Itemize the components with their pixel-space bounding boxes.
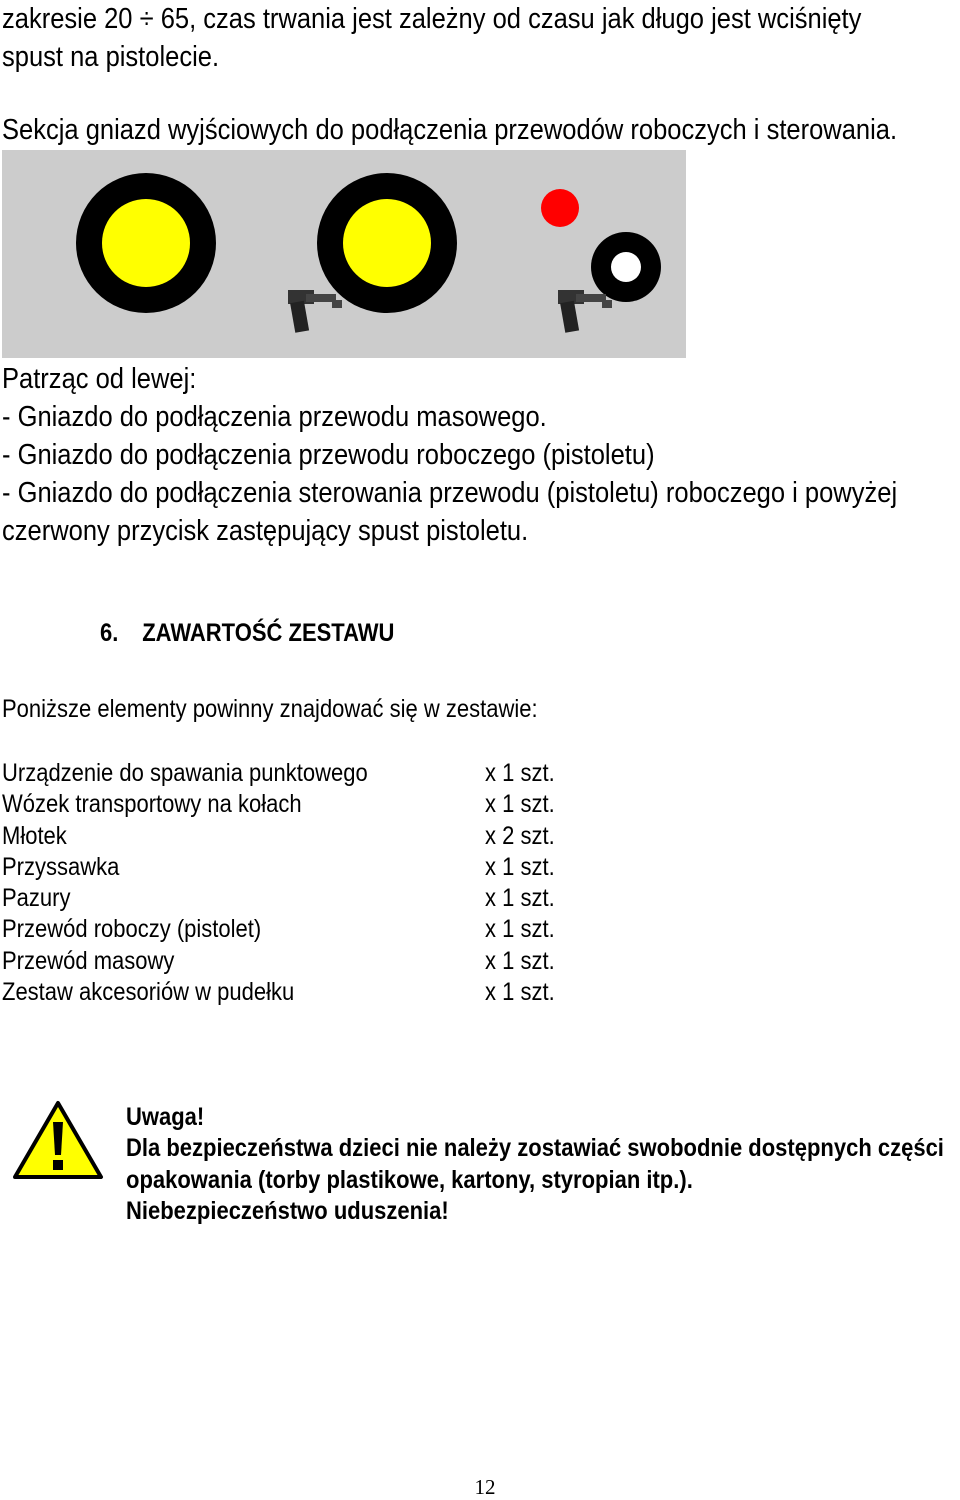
warning-line: Dla bezpieczeństwa dzieci nie należy zostawiać swobodnie dostępnych części xyxy=(126,1134,944,1163)
intro-paragraph xyxy=(2,0,861,76)
item-quantity: x 1 szt. xyxy=(485,790,555,819)
item-name: Urządzenie do spawania punktowego xyxy=(2,759,368,787)
text-line: - Gniazdo do podłączenia przewodu masowego. xyxy=(2,401,547,433)
sockets-heading: Sekcja gniazd wyjściowych do podłączenia przewodów roboczych i sterowania. xyxy=(2,114,898,146)
item-quantity: x 1 szt. xyxy=(485,946,555,975)
list-item xyxy=(2,758,702,789)
socket-panel-image xyxy=(2,150,686,358)
socket-panel-illustration xyxy=(2,150,686,358)
work-socket-core xyxy=(343,199,431,287)
list-item xyxy=(2,946,702,977)
section-heading xyxy=(100,618,394,648)
warning-title: Uwaga! xyxy=(126,1103,205,1131)
list-item xyxy=(2,914,702,945)
warning-triangle-icon xyxy=(12,1100,104,1185)
contents-list xyxy=(2,758,702,1008)
section-title: ZAWARTOŚĆ ZESTAWU xyxy=(142,619,395,647)
text-line: - Gniazdo do podłączenia przewodu roboczego (pistoletu) xyxy=(2,439,655,471)
item-quantity: x 1 szt. xyxy=(485,759,555,787)
item-name: Młotek xyxy=(2,821,67,850)
text-line: zakresie 20 ÷ 65, czas trwania jest zależny od czasu jak długo jest wciśnięty xyxy=(2,3,862,35)
item-name: Zestaw akcesoriów w pudełku xyxy=(2,978,295,1007)
item-name: Przewód roboczy (pistolet) xyxy=(2,915,262,944)
socket-description xyxy=(2,360,897,550)
control-socket-core xyxy=(611,252,641,282)
warning-line: Niebezpieczeństwo uduszenia! xyxy=(126,1196,449,1225)
section-number: 6. xyxy=(100,619,119,647)
text-line: czerwony przycisk zastępujący spust pistoletu. xyxy=(2,515,529,547)
item-name: Wózek transportowy na kołach xyxy=(2,790,302,819)
warning-line: opakowania (torby plastikowe, kartony, styropian itp.). xyxy=(126,1165,693,1194)
list-item xyxy=(2,821,702,852)
item-quantity: x 1 szt. xyxy=(485,852,555,881)
item-name: Pazury xyxy=(2,884,71,913)
list-item xyxy=(2,789,702,820)
text-line: spust na pistolecie. xyxy=(2,41,220,73)
item-quantity: x 2 szt. xyxy=(485,821,555,850)
list-item xyxy=(2,852,702,883)
text-line: - Gniazdo do podłączenia sterowania przewodu (pistoletu) roboczego i powyżej xyxy=(2,477,898,509)
text-line: Patrząc od lewej: xyxy=(2,363,197,395)
item-name: Przewód masowy xyxy=(2,946,175,975)
page-number: 12 xyxy=(474,1475,496,1499)
list-item xyxy=(2,883,702,914)
contents-intro: Poniższe elementy powinny znajdować się w zestawie: xyxy=(2,695,538,723)
safety-warning xyxy=(126,1102,944,1227)
item-quantity: x 1 szt. xyxy=(485,915,555,944)
list-item xyxy=(2,977,702,1008)
trigger-button xyxy=(541,189,579,227)
item-quantity: x 1 szt. xyxy=(485,884,555,913)
ground-socket-core xyxy=(102,199,190,287)
item-name: Przyssawka xyxy=(2,852,120,881)
item-quantity: x 1 szt. xyxy=(485,978,555,1007)
